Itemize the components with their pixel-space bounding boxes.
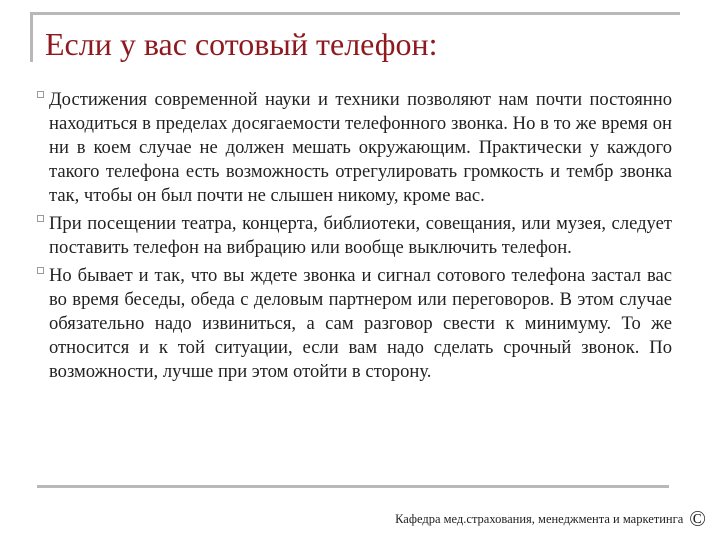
- square-bullet-icon: [37, 215, 44, 222]
- paragraph-3-text: Но бывает и так, что вы ждете звонка и сигнал сотового телефона застал вас во время беседы, обеда с деловым партнером или переговоров. В этом случае обязательно надо извиниться, а сам разговор свести к минимуму. То же относится и к той ситуации, если вам надо сделать срочный звонок. По возможности, лучше при этом отойти в сторону.: [49, 265, 672, 382]
- slide-body: [49, 88, 672, 388]
- footer-divider: [37, 485, 669, 488]
- footer: [395, 506, 706, 532]
- slide-title: Если у вас сотовый телефон:: [45, 26, 438, 62]
- paragraph-1: [49, 88, 672, 208]
- square-bullet-icon: [37, 91, 44, 98]
- footer-department: Кафедра мед.страхования, менеджмента и маркетинга: [395, 512, 684, 526]
- paragraph-3: [49, 264, 672, 384]
- paragraph-2: [49, 212, 672, 260]
- copyright-icon: ©: [689, 506, 706, 531]
- paragraph-2-text: При посещении театра, концерта, библиотеки, совещания, или музея, следует поставить телефон на вибрацию или вообще выключить телефон.: [49, 213, 672, 258]
- square-bullet-icon: [37, 267, 44, 274]
- paragraph-1-text: Достижения современной науки и техники позволяют нам почти постоянно находиться в пределах досягаемости телефонного звонка. Но в то же время он ни в коем случае не должен мешать окружающим. Практически у каждого такого телефона есть возможность отрегулировать громкость и тембр звонка так, чтобы он был почти не слышен никому, кроме вас.: [49, 89, 672, 206]
